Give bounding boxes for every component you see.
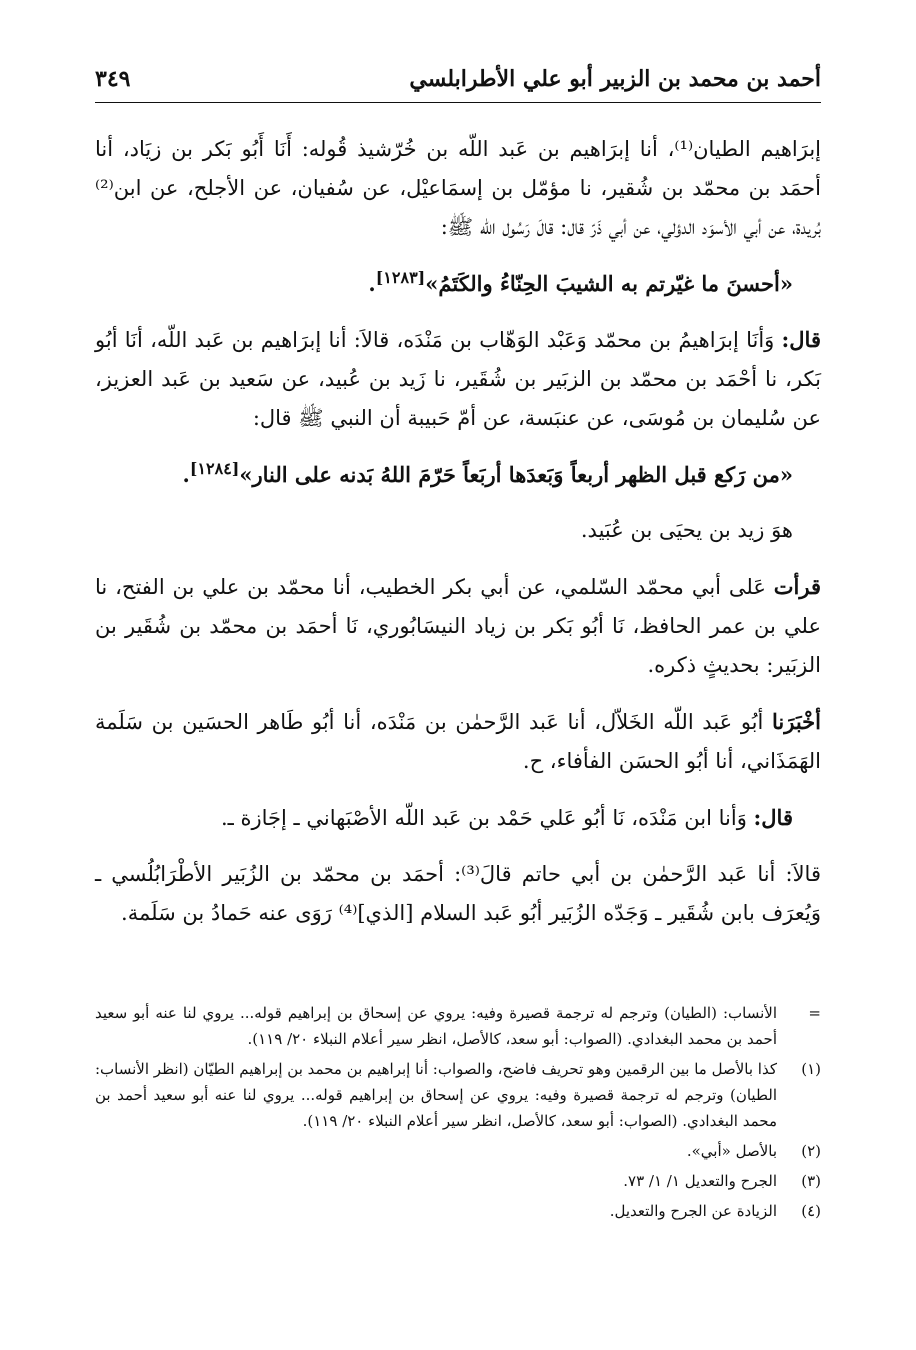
footnotes xyxy=(95,1000,821,1228)
paragraph-isnad-2 xyxy=(95,320,821,438)
hadith-2-text: «من رَكع قبل الظهر أربعاً وَبَعدَها أربَعاً حَرّمَ اللهُ بَدنه على النار» xyxy=(239,462,793,487)
paragraph-3-text: عَلى أبي محمّد السّلمي، عن أبي بكر الخطيب، أنا محمّد بن علي بن الفتح، نا علي بن عمر الحافظ، نَا أبُو بَكر بن زياد النيسَابُوري، نَا أحمَد بن محمّد بن شُقَير بن الزبَير: بحديثٍ ذكره. xyxy=(95,575,821,677)
footnote-1 xyxy=(95,1056,821,1134)
footnote-3 xyxy=(95,1168,821,1194)
footnote-mark: (١) xyxy=(801,1060,821,1078)
running-title: أحمد بن محمد بن الزبير أبو علي الأطرابلسي xyxy=(409,66,821,92)
hadith-2-number: [١٢٨٤] xyxy=(189,459,240,478)
paragraph-isnad-1: إبرَاهيم الطيان⁽¹⁾، أنا إبرَاهيم بن عَبد اللّه بن خُرّشيذ قُوله: أَنَا أَبُو بَكر بن زيَاد، أنا أحمَد بن محمّد بن شُقير، نا مؤمّل بن إسمَاعيْل، عن سُفيان، عن الأجلح، عن ابن⁽²⁾ بُريدة، عن أبي الأسوَد الدؤلي، عن أبي ذَرّ قال: قالَ رَسُول الله ﷺ: xyxy=(95,137,822,239)
hadith-1: «أحسنَ ما غيّرتم به الشيبَ الحِنّاءُ والكَتَمُ»[١٢٨٣]. xyxy=(368,268,793,296)
paragraph-4-lead: أخْبَرَنا xyxy=(772,709,821,734)
footnote-mark: = xyxy=(808,1004,821,1022)
paragraph-3-lead: قرأت xyxy=(773,574,821,599)
footnote-text: الجرح والتعديل ١/ ١/ ٧٣. xyxy=(623,1172,777,1190)
page-number: ٣٤٩ xyxy=(95,66,131,92)
footnote-mark: (٤) xyxy=(801,1202,821,1220)
narrator-note: هوَ زيد بن يحيَى بن عُبَيد. xyxy=(580,518,793,542)
paragraph-isnad-3 xyxy=(95,567,821,685)
paragraph-4-text: أبُو عَبد اللّه الخَلاّل، أنا عَبد الرَّحمٰن بن مَنْدَه، أنا أبُو طَاهر الحسَين بن سَلَمة الهَمَذَاني، أنا أبُو الحسَن الفأفاء، ح. xyxy=(95,710,821,773)
paragraph-5-lead: قال: xyxy=(753,805,793,830)
paragraph-isnad-5 xyxy=(95,798,821,838)
hadith-1-text: «أحسنَ ما غيّرتم به الشيبَ الحِنّاءُ والكَتَمُ» xyxy=(425,271,793,296)
footnote-4 xyxy=(95,1198,821,1224)
running-header xyxy=(95,62,821,103)
paragraph-5-text: وَأنا ابن مَنْدَه، نَا أبُو عَلي حَمْد بن عَبد اللّه الأصْبَهاني ـ إجَازة ـ. xyxy=(221,806,754,830)
paragraph-2-text: وَأنَا إبرَاهيمُ بن محمّد وَعَبْد الوَهّاب بن مَنْدَه، قالاَ: أنا إبرَاهيم بن عَبد اللّه، أنَا أبُو بَكر، نا أحْمَد بن محمّد بن الزبَير بن شُقَير، نا زَيد بن عُبيد، عن سَعيد بن عَبد العزيز، عن سُليمان بن مُوسَى، عن عنبَسة، عن أمّ حَبيبة أن النبي ﷺ قال: xyxy=(95,328,821,430)
main-text xyxy=(95,130,821,950)
footnote-text: كذا بالأصل ما بين الرقمين وهو تحريف فاضح، والصواب: أنا إبراهيم بن محمد بن إبراهيم الطيّان (انظر الأنساب: الطيان) وترجم له ترجمة قصيرة وفيه: يروي عن إسحاق بن إبراهيم قوله... يروي لنا عنه أبو سعيد أحمد بن محمد البغدادي. (الصواب: أبو سعد، كالأصل، انظر سير أعلام النبلاء ٢٠/ ١١٩). xyxy=(95,1060,777,1130)
hadith-1-number: [١٢٨٣] xyxy=(375,268,426,287)
footnote-text: الأنساب: (الطيان) وترجم له ترجمة قصيرة وفيه: يروي عن إسحاق بن إبراهيم قوله... يروي لنا عنه أبو سعيد أحمد بن محمد البغدادي. (الصواب: أبو سعد، كالأصل، انظر سير أعلام النبلاء ٢٠/ ١١٩). xyxy=(95,1004,777,1048)
hadith-2: «من رَكع قبل الظهر أربعاً وَبَعدَها أربَعاً حَرّمَ اللهُ بَدنه على النار»[١٢٨٤]. xyxy=(182,459,793,487)
footnote-text: الزيادة عن الجرح والتعديل. xyxy=(609,1202,777,1220)
footnote-continued xyxy=(95,1000,821,1052)
paragraph-2-lead: قال: xyxy=(781,327,821,352)
footnote-text: بالأصل «أبي». xyxy=(686,1142,777,1160)
footnote-mark: (٣) xyxy=(801,1172,821,1190)
paragraph-isnad-6: قالاَ: أنا عَبد الرَّحمٰن بن أبي حاتم قالَ⁽³⁾: أحمَد بن محمّد بن الزُبَير الأطْرَابُلُسي ـ وَيُعرَف بابن شُقَير ـ وَجَدّه الزُبَير أبُو عَبد السلام [الذي]⁽⁴⁾ رَوَى عنه حَمادُ بن سَلَمة. xyxy=(95,862,821,925)
paragraph-isnad-4 xyxy=(95,702,821,781)
footnote-mark: (٢) xyxy=(801,1142,821,1160)
footnote-2 xyxy=(95,1138,821,1164)
